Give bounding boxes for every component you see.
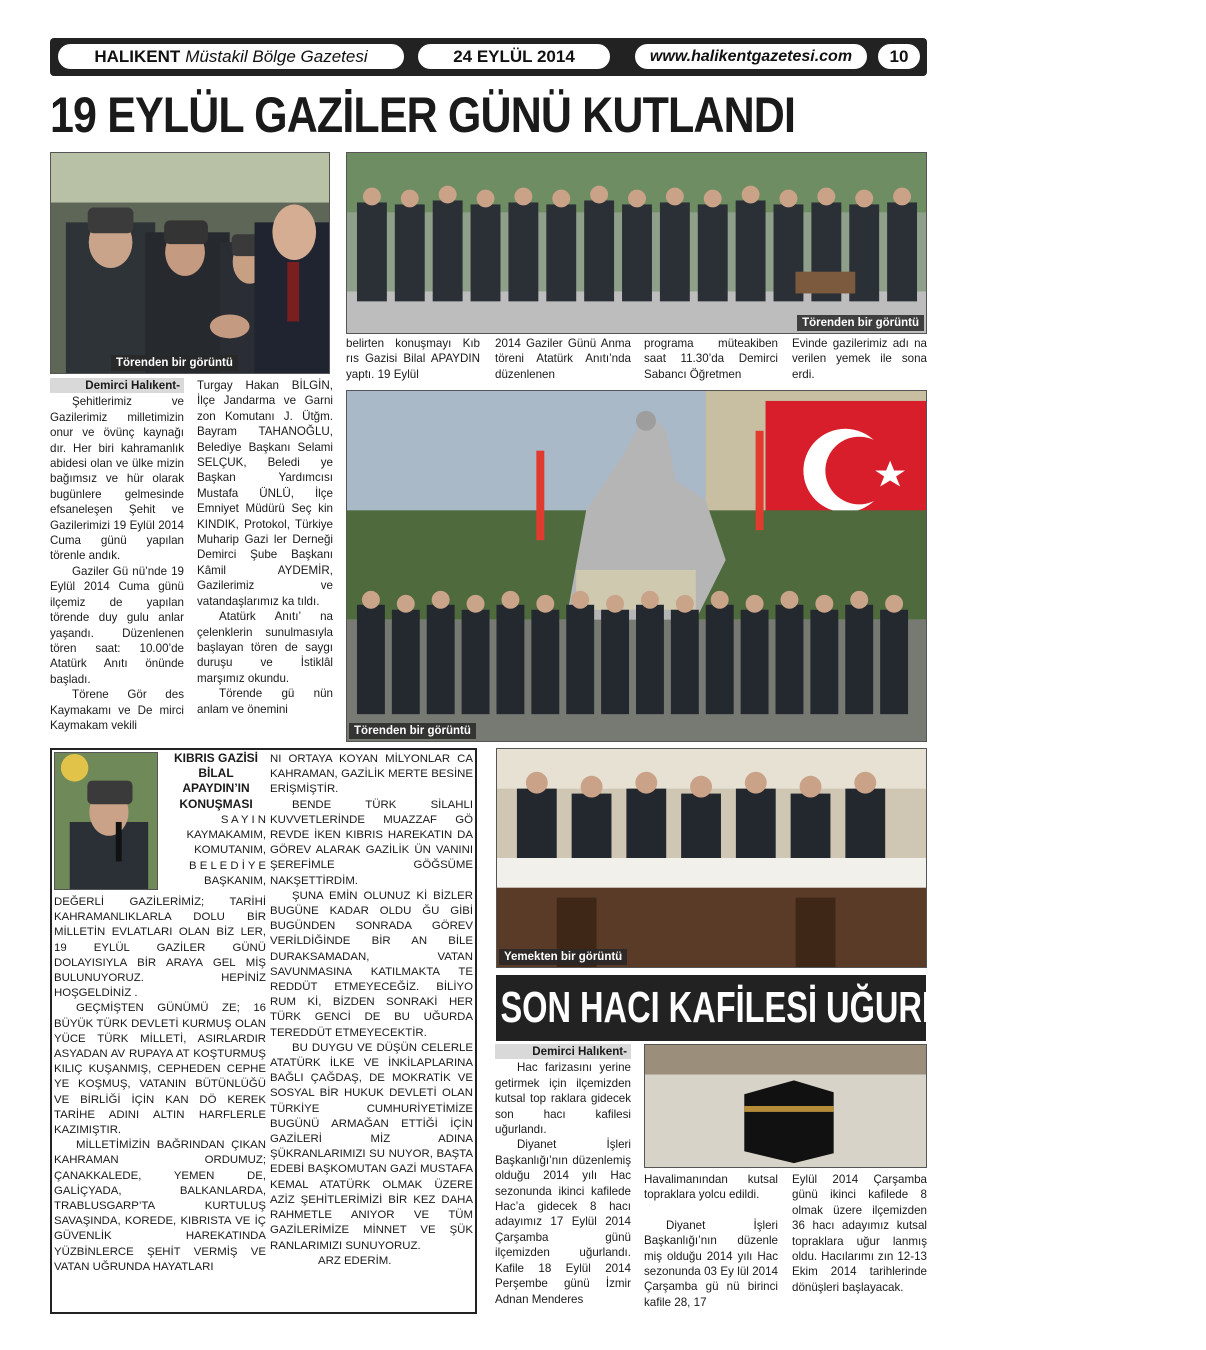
- photo-caption: Törenden bir görüntü: [111, 355, 238, 371]
- speech-opening-line: B E L E D İ Y E: [188, 859, 266, 872]
- article1-column-6: [792, 336, 927, 384]
- paragraph: Şehitlerimiz ve Gazilerimiz milletimizin onur ve övünç kaynağı dır. Her biri kahramanlık abidesi olan ve ülke mizin bağımsız ve hür olarak bugünlere gelmesinde efsaneleşen Şehit ve Gazilerimizi 19 Eylül 2014 Cuma günü yapılan törenle andık.: [50, 395, 184, 563]
- paragraph: belirten konuşmayı Kıb rıs Gazisi Bilal APAYDIN yaptı. 19 Eylül: [346, 337, 480, 381]
- issue-date: 24 EYLÜL 2014: [416, 42, 612, 71]
- newspaper-name-italic: Müstakil Bölge Gazetesi: [185, 46, 368, 66]
- paragraph: ARZ EDERİM.: [318, 1254, 392, 1267]
- speech-opening-line: KAYMAKAMIM,: [186, 829, 266, 842]
- photo-veterans-handshake: [50, 152, 330, 374]
- meal-image: [497, 749, 926, 967]
- photo-kaaba: [644, 1044, 927, 1168]
- paragraph: 2014 Gaziler Günü Anma töreni Atatürk Anıtı’nda düzenlenen: [495, 337, 631, 381]
- photo-caption: Törenden bir görüntü: [797, 315, 924, 331]
- speech-column-1: [54, 895, 266, 1311]
- paragraph: Gaziler Gü nü’nde 19 Eylül 2014 Cuma günü ilçemiz de yapılan törende duy gulu anlar yaşandı. Düzenlenen tören saat: 10.00’de Atatürk Anıtı önünde başladı.: [50, 564, 184, 686]
- paragraph: Havalimanından kutsal topraklara yolcu edildi.: [644, 1173, 778, 1202]
- paragraph: Törende gü nün anlam ve önemini: [197, 687, 333, 716]
- headline-hac-kafilesi-text: SON HACI KAFİLESİ UĞURLANDI: [500, 983, 1022, 1032]
- masthead-bar: [50, 38, 927, 76]
- paragraph: BENDE TÜRK SİLAHLI KUVVETLERİNDE MUAZZAF GÖ REVDE İKEN KIBRIS HAREKATIN DA GÖREV ALARAK GAZİLİK ÜN VANINI ŞEREFİMLE GÖĞSÜME NAKŞETTİRDİM.: [270, 798, 473, 887]
- byline: Demirci Halıkent-: [495, 1044, 631, 1059]
- photo-ataturk-monument-group: [346, 390, 927, 742]
- veterans-handshake-image: [51, 153, 329, 373]
- speaker-portrait-image: [55, 753, 157, 889]
- article1-column-5: [644, 336, 778, 384]
- article2-column-1: [495, 1044, 631, 1316]
- article1-column-2: [197, 378, 333, 743]
- article2-column-3: [792, 1172, 927, 1316]
- speech-heading-line: APAYDIN’IN: [182, 781, 250, 796]
- paragraph: MİLLETİMİZİN BAĞRINDAN ÇIKAN KAHRAMAN ORDUMUZ; ÇANAKKALEDE, YEMEN DE, GALİÇYADA, BALKANLARDA, TRABLUSGARP’TA KURTULUŞ SAVAŞINDA, KOREDE, KIBRISTA VE İÇ GÜVENLİK HAREKATINDA YÜZBİNLERCE ŞEHİT VERMİŞ VE VATAN UĞRUNDA HAYATLARI: [54, 1139, 266, 1273]
- veterans-saluting-image: [347, 153, 926, 333]
- photo-bilal-apaydin: [54, 752, 158, 890]
- speech-heading-line: BİLAL: [198, 766, 234, 781]
- kaaba-image: [645, 1045, 926, 1167]
- paragraph: DEĞERLİ GAZİLERİMİZ; TARİHİ KAHRAMANLIKLARLA DOLU BİR MİLLETİN EVLATLARI OLAN BİZ LER, 19 EYLÜL GAZİLER GÜNÜ DOLAYISIYLA BİR ARAYA GEL MİŞ BULUNUYORUZ. HEPİNİZ HOŞGELDİNİZ .: [54, 896, 266, 1000]
- photo-caption: Törenden bir görüntü: [349, 723, 476, 739]
- paragraph: Evinde gazilerimiz adı na verilen yemek ile sona erdi.: [792, 337, 927, 381]
- paragraph: GEÇMİŞTEN GÜNÜMÜ ZE; 16 BÜYÜK TÜRK DEVLETİ KURMUŞ OLAN YÜCE TÜRK MİLLETİ, ASIRLARDIR ASYADAN AV RUPAYA AT KOŞTURMUŞ KILIÇ KUŞANMIŞ, CEPHEDEN CEPHE YE KOŞMUŞ, VATANIN BÜTÜNLÜĞÜ VE BİRLİĞİ İÇİN KAN DÖ KEREK TARİHE ADINI ALTIN HARFLERLE KAZIMIŞTIR.: [54, 1002, 266, 1137]
- headline-hac-kafilesi: [496, 975, 1022, 1041]
- article1-column-1: [50, 378, 184, 743]
- speech-heading-line: KIBRIS GAZİSİ: [173, 751, 258, 765]
- byline: Demirci Halıkent-: [50, 378, 184, 393]
- paragraph: Törene Gör des Kaymakamı ve De mirci Kaymakam vekili: [50, 688, 184, 732]
- speech-opening-line: KOMUTANIM,: [194, 844, 266, 857]
- newspaper-name: [56, 42, 406, 71]
- photo-veterans-saluting: [346, 152, 927, 334]
- paragraph: Diyanet İşleri Başkanlığı’nın düzenlemiş olduğu 2014 yılı Hac sezonunda ikinci kafilede Hac’a gidecek 8 hacı adayımız 17 Eylül 2014 Çarşamba günü ilçemizden uğurlandı. Kafile 18 Eylül 2014 Perşembe günü İzmir Adnan Menderes: [495, 1138, 631, 1306]
- newspaper-name-bold: HALIKENT: [94, 46, 181, 66]
- article1-column-3: [346, 336, 480, 384]
- paragraph: Turgay Hakan BİLGİN, İlçe Jandarma ve Garni zon Komutanı J. Ütğm. Bayram TAHANOĞLU, Belediye Başkanı Selami SELÇUK, Beledi ye Başkan Yardımcısı Mustafa ÜNLÜ, İlçe Emniyet Müdürü Seç kin KINDIK, Protokol, Türkiye Muharip Gazi ler Derneği Demirci Şube Başkanı Kâmil AYDEMİR, Gazilerimiz ve vatandaşlarımız ka tıldı.: [197, 379, 333, 608]
- paragraph: NI ORTAYA KOYAN MİLYONLAR CA KAHRAMAN, GAZİLİK MERTE BESİNE ERİŞMİŞTİR.: [270, 753, 473, 796]
- photo-caption: Yemekten bir görüntü: [499, 949, 627, 965]
- paragraph: Hac farizasını yerine getirmek için ilçemizden kutsal top raklara gidecek son hacı kafilesi uğurlandı.: [495, 1061, 631, 1137]
- article2-column-2: [644, 1172, 778, 1316]
- website-link[interactable]: www.halikentgazetesi.com: [633, 42, 869, 71]
- speech-column-2: [270, 752, 473, 1311]
- speech-opening: [162, 813, 266, 895]
- paragraph: Eylül 2014 Çarşamba günü ikinci kafilede 8 olmak üzere ilçemizden 36 hacı adayımız kutsal topraklara uğur lanmış oldu. Hacılarımı zın 12-13 Ekim 2014 tarihlerinde dönüşleri başlayacak.: [792, 1173, 927, 1294]
- photo-meal: [496, 748, 927, 968]
- speech-heading-line: KONUŞMASI: [179, 796, 253, 811]
- paragraph: programa müteakiben saat 11.30’da Demirci Sabancı Öğretmen: [644, 337, 778, 381]
- paragraph: Atatürk Anıtı’ na çelenklerin sunulmasıyla başlayan tören de saygı duruşu ve İstiklâl marşımız okundu.: [197, 610, 333, 685]
- speech-heading: [160, 751, 272, 812]
- speech-opening-line: S A Y I N: [220, 814, 266, 826]
- page-number: 10: [876, 42, 922, 71]
- article1-column-4: [495, 336, 631, 384]
- paragraph: BU DUYGU VE DÜŞÜN CELERLE ATATÜRK İLKE VE İNKİLAPLARINA BAĞLI ÇAĞDAŞ, DE MOKRATİK VE SOSYAL BİR HUKUK DEVLETİ OLAN TÜRKİYE CUMHURİYETİMİZE BUGÜNÜ ARMAĞAN ETTİĞİ İÇİN GAZİLERİ MİZ ADINA ŞÜKRANLARIMIZI SU NUYOR, BAŞTA EDEBİ BAŞKOMUTAN GAZİ MUSTAFA KEMAL ATATÜRK OLMAK ÜZERE AZİZ ŞEHİTLERİMİZİ BİR KEZ DAHA RAHMETLE ANIYOR VE TÜM GAZİLERİMİZE MİNNET VE ŞÜK RANLARIMIZI SUNUYORUZ.: [270, 1041, 473, 1252]
- headline-gaziler-gunu: 19 EYLÜL GAZİLER GÜNÜ KUTLANDI: [50, 87, 796, 143]
- speech-opening-line: BAŞKANIM,: [203, 874, 266, 887]
- paragraph: Diyanet İşleri Başkanlığı’nın düzenle miş olduğu 2014 yılı Hac sezonunda 03 Ey lül 2014 Çarşamba gü nü birinci kafile 28, 17: [644, 1218, 778, 1309]
- paragraph: ŞUNA EMİN OLUNUZ Kİ BİZLER BUGÜNE KADAR OLDU ĞU GİBİ BUGÜNDEN SONRADA GÖREV VERİLDİĞİNDE BİR AN BİLE DURAKSAMADAN, VATAN SAVUNMASINA KATILMAKTA TE REDDÜT ETMEYECEĞİZ. BİLİYO RUM Kİ, BİZDEN SONRAKİ HER TÜRK GENCİ DE BU UĞURDA TEREDDÜT ETMEYECEKTİR.: [270, 889, 473, 1039]
- ataturk-monument-image: [347, 391, 926, 741]
